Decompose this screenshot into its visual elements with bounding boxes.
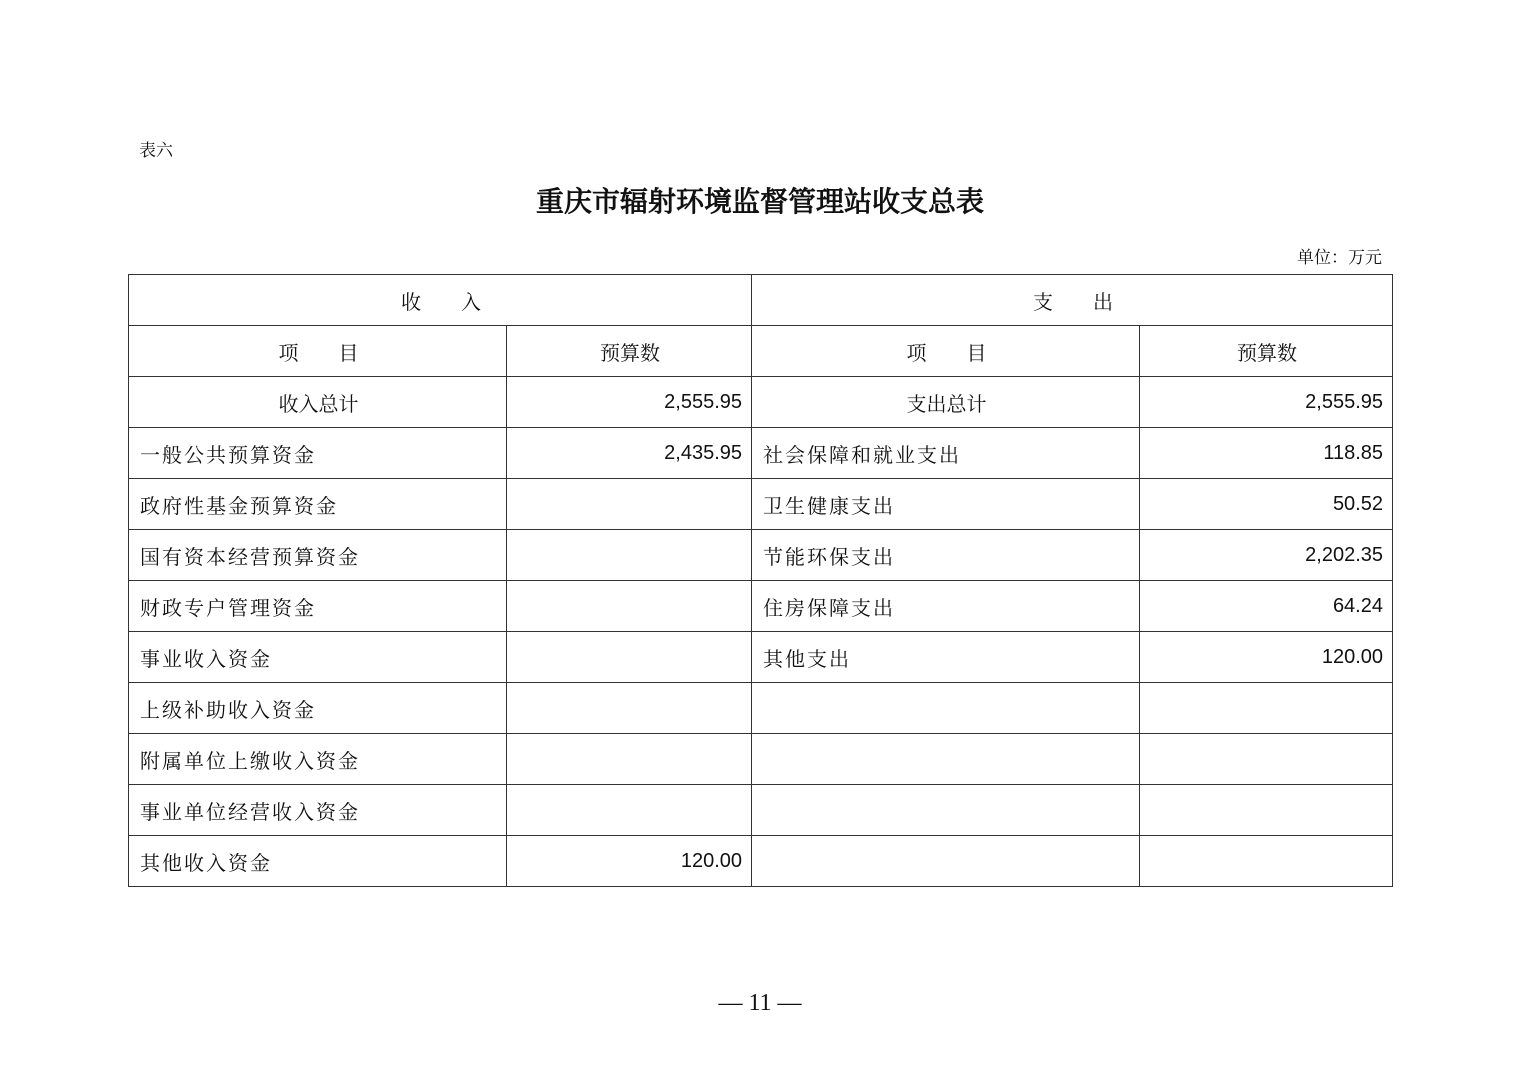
income-item-header: 项 目 — [129, 326, 507, 377]
expense-item — [752, 734, 1140, 785]
expense-item: 社会保障和就业支出 — [752, 428, 1140, 479]
expense-item — [752, 683, 1140, 734]
expense-item — [752, 836, 1140, 887]
expense-value — [1140, 683, 1393, 734]
income-item: 一般公共预算资金 — [129, 428, 507, 479]
expense-item — [752, 785, 1140, 836]
income-value — [507, 734, 752, 785]
expense-section-header: 支 出 — [752, 275, 1393, 326]
unit-label: 单位：万元 — [1297, 248, 1382, 268]
table-row — [129, 632, 1393, 683]
income-item: 其他收入资金 — [129, 836, 507, 887]
expense-item: 其他支出 — [752, 632, 1140, 683]
expense-value: 64.24 — [1140, 581, 1393, 632]
expense-budget-header: 预算数 — [1140, 326, 1393, 377]
table-row — [129, 581, 1393, 632]
section-header-row — [129, 275, 1393, 326]
expense-item: 住房保障支出 — [752, 581, 1140, 632]
income-value: 2,435.95 — [507, 428, 752, 479]
expense-total-value: 2,555.95 — [1140, 377, 1393, 428]
income-item: 附属单位上缴收入资金 — [129, 734, 507, 785]
income-section-header: 收 入 — [129, 275, 752, 326]
expense-value — [1140, 785, 1393, 836]
total-row — [129, 377, 1393, 428]
expense-value: 50.52 — [1140, 479, 1393, 530]
income-item: 事业单位经营收入资金 — [129, 785, 507, 836]
table-row — [129, 836, 1393, 887]
expense-value — [1140, 734, 1393, 785]
income-item: 上级补助收入资金 — [129, 683, 507, 734]
income-value: 120.00 — [507, 836, 752, 887]
expense-value: 118.85 — [1140, 428, 1393, 479]
income-value — [507, 785, 752, 836]
income-total-label: 收入总计 — [129, 377, 507, 428]
income-value — [507, 581, 752, 632]
table-row — [129, 428, 1393, 479]
table-row — [129, 530, 1393, 581]
budget-table — [128, 274, 1393, 887]
income-value — [507, 632, 752, 683]
income-total-value: 2,555.95 — [507, 377, 752, 428]
income-value — [507, 530, 752, 581]
income-value — [507, 479, 752, 530]
income-item: 财政专户管理资金 — [129, 581, 507, 632]
expense-value — [1140, 836, 1393, 887]
income-item: 事业收入资金 — [129, 632, 507, 683]
income-item: 政府性基金预算资金 — [129, 479, 507, 530]
page-number: — 11 — — [718, 990, 802, 1016]
income-value — [507, 683, 752, 734]
table-row — [129, 683, 1393, 734]
page-title: 重庆市辐射环境监督管理站收支总表 — [535, 185, 984, 218]
expense-total-label: 支出总计 — [752, 377, 1140, 428]
expense-value: 2,202.35 — [1140, 530, 1393, 581]
expense-item: 节能环保支出 — [752, 530, 1140, 581]
expense-value: 120.00 — [1140, 632, 1393, 683]
income-budget-header: 预算数 — [507, 326, 752, 377]
column-header-row — [129, 326, 1393, 377]
table-row — [129, 785, 1393, 836]
table-label: 表六 — [139, 141, 173, 161]
expense-item: 卫生健康支出 — [752, 479, 1140, 530]
expense-item-header: 项 目 — [752, 326, 1140, 377]
table-row — [129, 734, 1393, 785]
income-item: 国有资本经营预算资金 — [129, 530, 507, 581]
table-row — [129, 479, 1393, 530]
